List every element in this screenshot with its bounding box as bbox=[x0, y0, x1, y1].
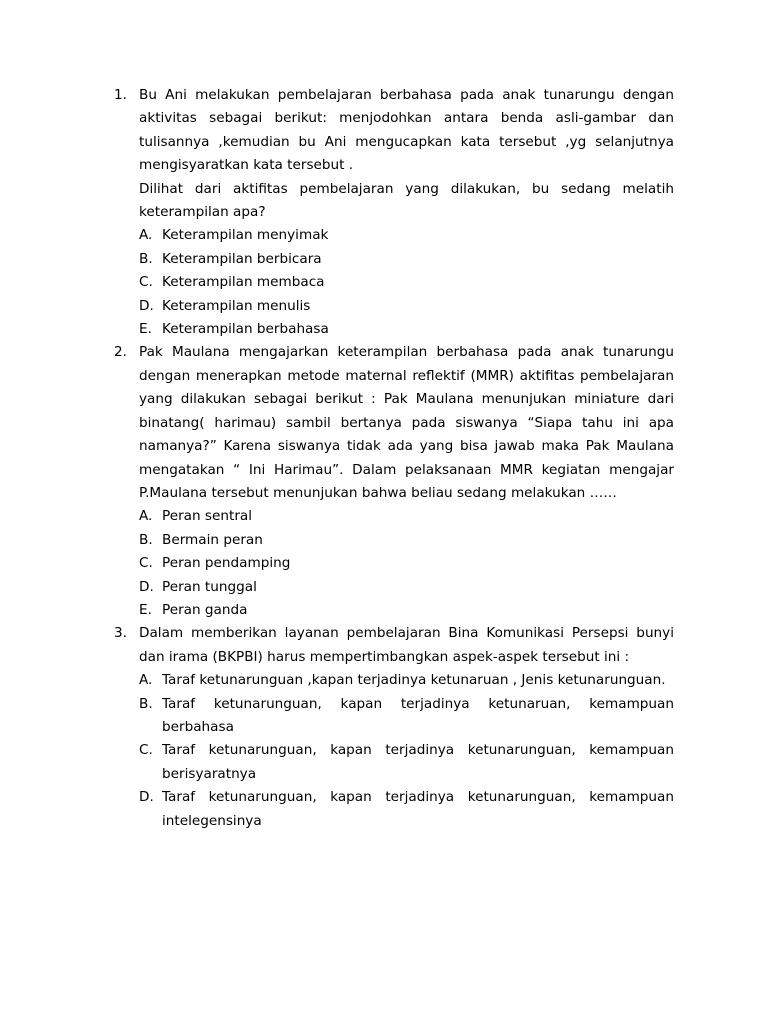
option-letter: D. bbox=[139, 578, 154, 595]
answer-option bbox=[139, 248, 674, 271]
question-body bbox=[139, 341, 674, 622]
option-text: Taraf ketunarunguan, kapan terjadinya ketunarunguan, kemampuan intelegensinya bbox=[162, 789, 674, 829]
option-letter: B. bbox=[139, 531, 153, 548]
question-item bbox=[114, 84, 674, 341]
answer-option bbox=[139, 224, 674, 247]
question-text: Dalam memberikan layanan pembelajaran Bina Komunikasi Persepsi bunyi dan irama (BKPBI) harus mempertimbangkan aspek-aspek tersebut ini : bbox=[139, 625, 674, 665]
answer-option bbox=[139, 669, 674, 692]
option-letter: E. bbox=[139, 601, 152, 618]
question-prompt: Dilihat dari aktifitas pembelajaran yang dilakukan, bu sedang melatih keterampilan apa? bbox=[139, 180, 674, 221]
question-body bbox=[139, 622, 674, 833]
question-body bbox=[139, 84, 674, 341]
option-letter: C. bbox=[139, 274, 153, 291]
answer-option bbox=[139, 318, 674, 341]
question-number: 2. bbox=[114, 344, 127, 361]
answer-option bbox=[139, 295, 674, 318]
option-letter: C. bbox=[139, 555, 153, 572]
option-letter: D. bbox=[139, 789, 154, 806]
answer-option bbox=[139, 786, 674, 833]
option-text: Keterampilan berbahasa bbox=[162, 321, 329, 338]
option-text: Keterampilan menyimak bbox=[162, 227, 329, 244]
answer-option bbox=[139, 505, 674, 528]
answer-option bbox=[139, 693, 674, 740]
option-text: Taraf ketunarunguan, kapan terjadinya ketunaruan, kemampuan berbahasa bbox=[162, 695, 674, 735]
question-number: 3. bbox=[114, 625, 127, 642]
option-text: Peran tunggal bbox=[162, 578, 257, 595]
option-letter: C. bbox=[139, 742, 153, 759]
option-text: Peran sentral bbox=[162, 508, 253, 525]
answer-option bbox=[139, 739, 674, 786]
option-letter: E. bbox=[139, 321, 152, 338]
answer-option bbox=[139, 552, 674, 575]
question-text: Pak Maulana mengajarkan keterampilan berbahasa pada anak tunarungu dengan menerapkan metode maternal reflektif (MMR) aktifitas pembelajaran yang dilakukan sebagai berikut : Pak Maulana menunjukan miniature dari binatang( harimau) sambil bertanya pada siswanya “Siapa tahu ini apa namanya?” Karena siswanya tidak ada yang bisa jawab maka Pak Maulana mengatakan “ Ini Harimau”. Dalam pelaksanaan MMR kegiatan mengajar P.Maulana tersebut menunjukan bahwa beliau sedang melakukan …… bbox=[139, 344, 674, 501]
answer-option bbox=[139, 599, 674, 622]
question-item bbox=[114, 622, 674, 833]
option-letter: A. bbox=[139, 508, 153, 525]
option-text: Keterampilan membaca bbox=[162, 274, 325, 291]
option-text: Taraf ketunarunguan ,kapan terjadinya ketunaruan , Jenis ketunarunguan. bbox=[162, 672, 666, 689]
question-list bbox=[114, 84, 674, 833]
option-text: Bermain peran bbox=[162, 531, 263, 548]
option-letter: B. bbox=[139, 695, 153, 712]
option-letter: A. bbox=[139, 227, 153, 244]
answer-option bbox=[139, 271, 674, 294]
answer-option bbox=[139, 529, 674, 552]
option-letter: A. bbox=[139, 672, 153, 689]
answer-option bbox=[139, 576, 674, 599]
option-text: Keterampilan berbicara bbox=[162, 250, 322, 267]
question-item bbox=[114, 341, 674, 622]
option-text: Peran ganda bbox=[162, 601, 248, 618]
option-text: Keterampilan menulis bbox=[162, 297, 311, 314]
option-text: Peran pendamping bbox=[162, 555, 291, 572]
question-number: 1. bbox=[114, 87, 127, 103]
question-text: Bu Ani melakukan pembelajaran berbahasa pada anak tunarungu dengan aktivitas sebagai berikut: menjodohkan antara benda asli-gambar dan tulisannya ,kemudian bu Ani mengucapkan kata tersebut ,yg selanjutnya mengisyaratkan kata tersebut . bbox=[139, 87, 674, 174]
option-letter: B. bbox=[139, 250, 153, 267]
option-letter: D. bbox=[139, 297, 154, 314]
option-text: Taraf ketunarunguan, kapan terjadinya ketunarunguan, kemampuan berisyaratnya bbox=[162, 742, 674, 782]
